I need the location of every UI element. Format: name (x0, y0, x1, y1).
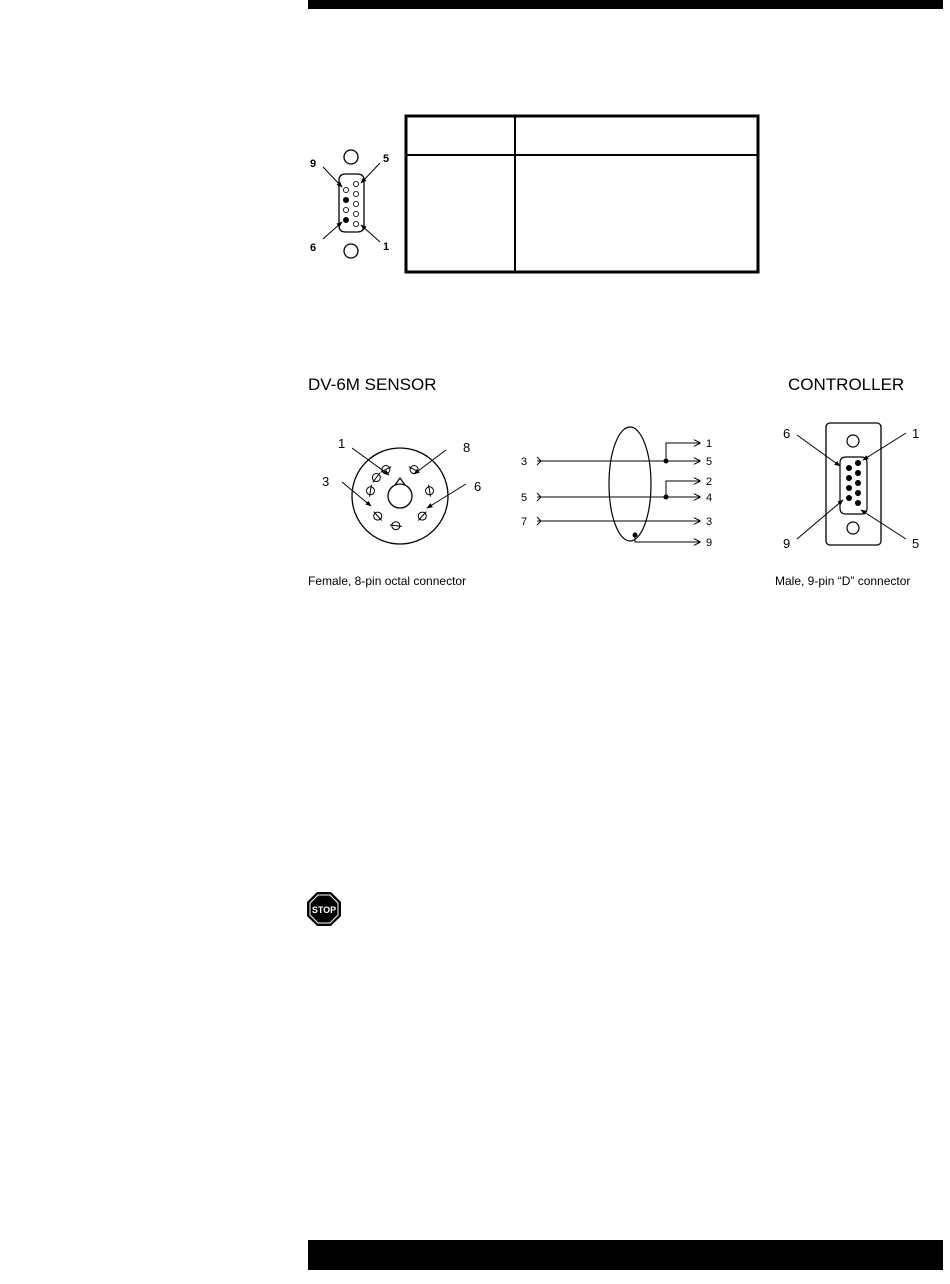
controller-d-shell (840, 457, 867, 514)
cable-left-pin-5: 5 (521, 492, 528, 504)
cable-right-pin-9: 9 (706, 537, 713, 549)
controller-pin-label-5: 5 (912, 536, 920, 551)
top-pin-4 (353, 191, 358, 196)
controller-pin-7 (846, 475, 852, 481)
stop-sign-icon (307, 892, 341, 926)
cable-diagram (521, 427, 712, 549)
controller-hole-bottom (847, 522, 859, 534)
controller-pin-8 (846, 485, 852, 491)
octal-pin-2 (409, 466, 420, 474)
octal-key (388, 484, 412, 508)
footer-bar (308, 1240, 943, 1270)
sensor-pin-label-8: 8 (463, 440, 471, 455)
top-pin-5 (353, 181, 358, 186)
controller-caption: Male, 9-pin “D” connector (775, 574, 911, 588)
controller-pin-5 (855, 500, 861, 506)
controller-title: CONTROLLER (788, 375, 905, 394)
sensor-pin-label-6: 6 (474, 479, 482, 494)
controller-d-connector (783, 423, 919, 551)
stop-sign-text: STOP (311, 905, 337, 915)
controller-pin-9 (846, 495, 852, 501)
cable-right-pin-3: 3 (706, 516, 713, 528)
pin-table (406, 116, 758, 272)
controller-pin-3 (855, 480, 861, 486)
octal-pin-7 (366, 485, 374, 497)
controller-flange (826, 423, 881, 545)
octal-pin-5 (390, 522, 402, 530)
controller-pin-2 (855, 470, 861, 476)
cable-right-pin-2: 2 (706, 476, 713, 488)
top-pin-label-5: 5 (383, 153, 390, 165)
top-pin-label-6: 6 (310, 242, 317, 254)
controller-pin-6 (846, 465, 852, 471)
sensor-pin-label-3: 3 (322, 474, 330, 489)
sensor-pin-label-1: 1 (338, 436, 346, 451)
octal-body (352, 448, 448, 544)
top-d-connector (310, 150, 389, 258)
top-pin-7 (343, 207, 348, 212)
octal-pin-8 (372, 473, 380, 482)
controller-pin-label-9: 9 (783, 536, 791, 551)
pin-table-border (406, 116, 758, 272)
top-pin-label-9: 9 (310, 158, 317, 170)
mount-hole-top (344, 150, 358, 164)
controller-pin-label-6: 6 (783, 426, 791, 441)
sensor-title: DV-6M SENSOR (308, 375, 437, 394)
header-bar (308, 0, 943, 9)
cable-left-pin-3: 3 (521, 456, 528, 468)
controller-pin-label-1: 1 (912, 426, 920, 441)
top-pin-2 (353, 211, 358, 216)
controller-hole-top (847, 435, 859, 447)
octal-pin-6 (374, 512, 382, 521)
d-shell (339, 174, 364, 232)
cable-right-pin-4: 4 (706, 492, 713, 504)
top-pin-8 (343, 197, 348, 202)
mount-hole-bottom (344, 244, 358, 258)
cable-left-pin-7: 7 (521, 516, 528, 528)
top-pin-9 (343, 187, 348, 192)
octal-pin-4 (418, 512, 426, 521)
octal-pin-3 (426, 485, 434, 497)
controller-pin-1 (855, 460, 861, 466)
controller-pin-4 (855, 490, 861, 496)
sensor-caption: Female, 8-pin octal connector (308, 574, 467, 588)
cable-shield (609, 427, 651, 541)
octal-connector (322, 436, 481, 544)
top-pin-1 (353, 221, 358, 226)
cable-right-pin-5: 5 (706, 456, 713, 468)
top-pin-label-1: 1 (383, 241, 390, 253)
top-pin-6 (343, 217, 348, 222)
top-pin-3 (353, 201, 358, 206)
cable-right-pin-1: 1 (706, 438, 713, 450)
